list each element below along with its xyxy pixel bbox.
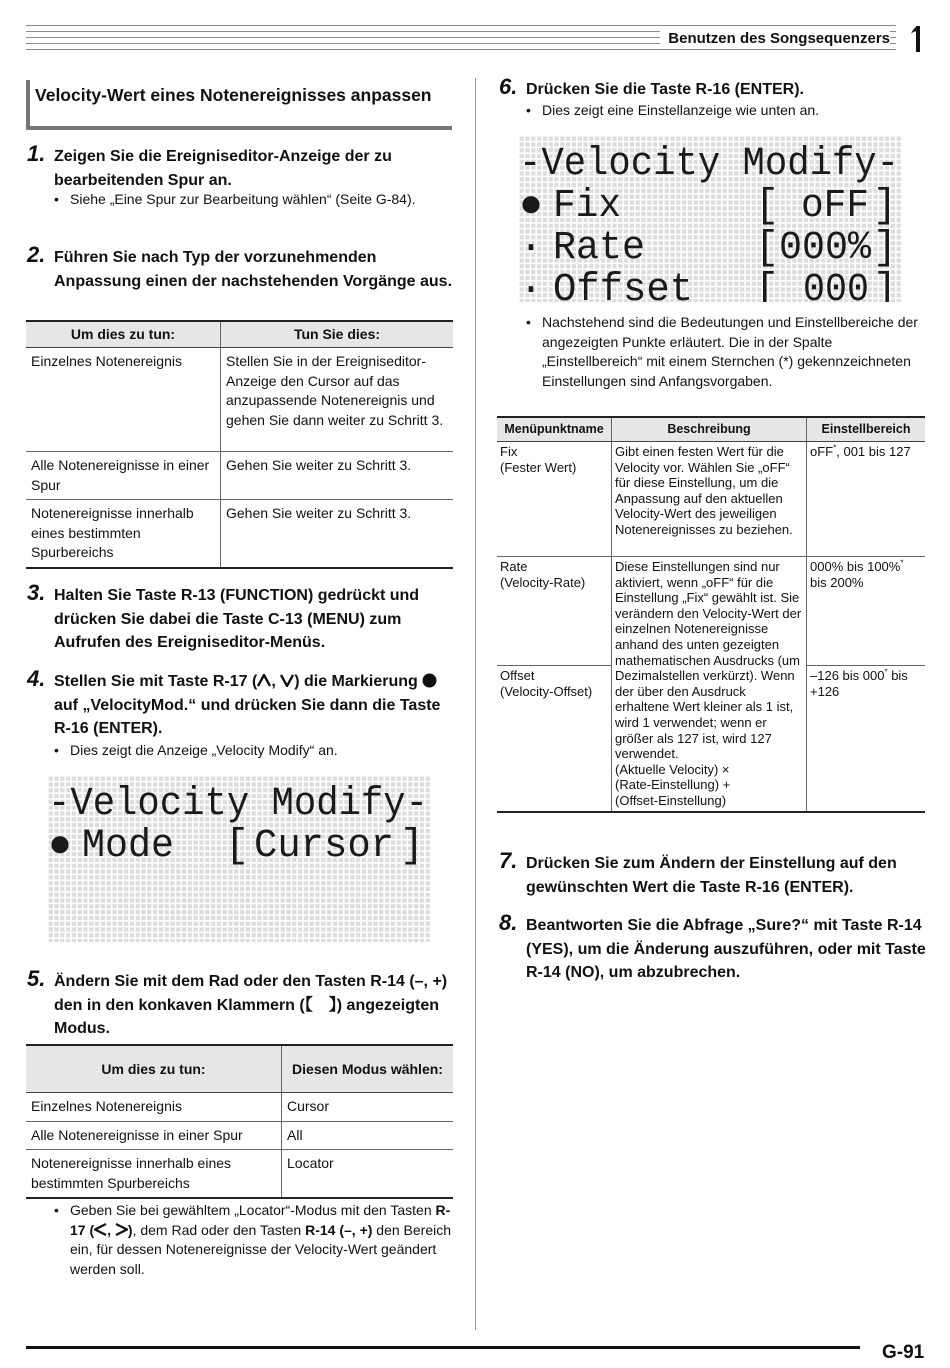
step-text: Halten Sie Taste R-13 (FUNCTION) gedrückt und drücken Sie dabei die Taste C-13 (MENU) zum Aufrufen des Ereigniseditor-Menüs. [54,587,420,651]
range-text: oFF [810,444,834,459]
item-subname: (Velocity-Offset) [500,683,593,699]
table-cell [497,557,612,666]
step-number: 7. [499,848,518,873]
step-text: Stellen Sie mit Taste R-17 ( [54,673,258,690]
step-6-explanation: • Nachstehend sind die Bedeutungen und Einstellbereiche der angezeigten Punkte erläutert. Die in der Spalte „Einstellbereich“ mit einem Sternchen (*) gekennzeichneten Einstellungen sind Anfangsvorgaben. [526,313,926,391]
step-number: 5. [27,966,46,991]
table-cell [497,666,612,812]
table-cell: Cursor [282,1093,454,1122]
table-cell [807,557,926,666]
lcd-bracket-right: ] [873,226,898,271]
table-cell: Gehen Sie weiter zu Schritt 3. [221,500,454,568]
step-number: 4. [27,666,46,691]
table-row [497,442,925,557]
note-text: , dem Rad oder den Tasten [132,1221,306,1238]
music-note-icon [902,24,922,54]
right-arrow-icon [115,1223,128,1236]
lcd-bracket-right: ] [873,184,898,229]
key-label: R-14 (–, +) [305,1221,373,1238]
lcd-label: Mode [82,824,174,869]
mode-table [26,1044,453,1199]
step-text: Zeigen Sie die Ereigniseditor-Anzeige der zu bearbeitenden Spur an. [54,148,392,189]
table-cell: Einzelnes Notenereignis [26,1093,282,1122]
filled-circle-icon [422,673,437,688]
range-text: bis +126 [810,668,908,699]
step-7 [499,848,929,899]
step-8 [499,910,929,985]
lcd-line: -Velocity Modify- [48,782,428,827]
step-text: Drücken Sie zum Ändern der Einstellung auf den gewünschten Wert die Taste R-16 (ENTER). [526,855,897,896]
formula-line: (Rate-Einstellung) + [615,777,731,793]
lcd-marker: ● [48,824,73,869]
step-5 [27,966,457,1041]
item-name: Offset [500,668,535,683]
step-text: ) die Markierung [294,673,423,690]
lcd-display-mode [48,776,430,942]
lcd-label: Rate [553,226,645,271]
lcd-marker: · [519,268,544,302]
step-4: 4. Stellen Sie mit Taste R-17 ( , ) die Markierung auf „VelocityMod.“ und drücken Sie dann die Taste R-16 (ENTER). [27,666,441,737]
lcd-bracket-left: [ [755,184,780,229]
lcd-value: Cursor [254,824,394,869]
lcd-display-settings [519,136,901,302]
lcd-line: -Velocity Modify- [519,142,899,187]
key-label: R-17 ( [70,1202,451,1238]
table-cell [497,442,612,557]
table-cell: Einzelnes Notenereignis [26,348,221,452]
left-arrow-icon [94,1223,107,1236]
step-4-note: • Dies zeigt die Anzeige „Velocity Modify“ an. [54,741,444,761]
formula-line: (Aktuelle Velocity) × [615,761,730,777]
lcd-value: oFF [801,184,869,229]
range-text: , 001 bis 127 [836,444,911,459]
running-header: Benutzen des Songsequenzers [660,30,890,47]
table-header: Tun Sie dies: [221,321,454,348]
default-mark: * [900,558,904,568]
range-text: –126 bis 000 [810,668,885,683]
settings-table [497,416,925,813]
step-text: Ändern Sie mit dem Rad oder den Tasten R-14 (–, +) den in den konkaven Klammern ( [54,973,448,1014]
lcd-dot-matrix [48,776,430,942]
table-header: Diesen Modus wählen: [282,1045,454,1093]
lcd-dot-matrix [519,136,901,302]
table-header: Beschreibung [612,417,807,442]
table-header: Menüpunktname [497,417,612,442]
default-mark: * [833,443,837,453]
table-cell: Alle Notenereignisse in einer Spur [26,1121,282,1150]
table-row [26,452,453,500]
step-text: Beantworten Sie die Abfrage „Sure?“ mit Taste R-14 (YES), um die Änderung auszuführen, oder mit Taste R-14 (NO), um abzubrechen. [526,917,926,981]
table-header: Um dies zu tun: [26,321,221,348]
table-cell [807,666,926,812]
table-cell: Stellen Sie in der Ereigniseditor-Anzeige den Cursor auf das anzupassende Notenereignis und gehen Sie dann weiter zu Schritt 3. [221,348,454,452]
key-label: ) [127,1221,133,1238]
table-row [26,500,453,568]
step-text: Drücken Sie die Taste R-16 (ENTER). [526,81,804,98]
action-table [26,320,453,569]
lcd-label: Offset [553,268,693,302]
lcd-value: 000% [779,226,872,271]
step-1-note: • Siehe „Eine Spur zur Bearbeitung wählen“ (Seite G-84). [54,190,424,210]
lcd-value: 000 [803,268,869,302]
table-cell: Alle Notenereignisse in einer Spur [26,452,221,500]
table-row [26,1150,453,1199]
formula-line: (Offset-Einstellung) [615,792,727,808]
lcd-bracket-left: [ [755,268,780,302]
step-6 [499,74,929,102]
desc-text: Diese Einstellungen sind nur aktiviert, wenn „oFF“ für die Einstellung „Fix“ gewählt ist. Sie verändern den Velocity-Wert der einzelnen Notenereignisse anhand des unten gezeigten mathematischen Ausdrucks (um Dezimalstellen verkürzt). Wenn der über den Ausdruck erhaltene Wert kleiner als 1 ist, wird 1 verwendet; wenn er größer als 127 ist, wird 127 verwendet. [615,559,802,762]
table-cell: Gibt einen festen Wert für die Velocity vor. Wählen Sie „oFF“ für diese Einstellung, um die Anpassung auf den aktuellen Velocity-Wert des jeweiligen Notenereignisses zu beziehen. [612,442,807,557]
step-text: Führen Sie nach Typ der vorzunehmenden Anpassung einen der nachstehenden Vorgänge aus. [54,249,453,290]
range-text: bis 200% [810,574,864,590]
step-2 [27,242,457,293]
step-5-note: • Geben Sie bei gewähltem „Locator“-Modus mit den Tasten R-17 ( , ), dem Rad oder den Tasten R-14 (–, +) den Bereich ein, für dessen Notenereignisse der Velocity-Wert geändert werden soll. [54,1201,452,1279]
table-row [26,1121,453,1150]
concave-bracket-right-icon: 】 [328,996,337,1014]
table-cell: Notenereignisse innerhalb eines bestimmten Spurbereichs [26,500,221,568]
table-row [497,557,925,666]
table-cell: Notenereignisse innerhalb eines bestimmten Spurbereichs [26,1150,282,1199]
lcd-bracket-right: ] [873,268,898,302]
section-title: Velocity-Wert eines Notenereignisses anpassen [26,80,452,130]
item-subname: (Velocity-Rate) [500,574,586,590]
step-6-note: • Dies zeigt eine Einstellanzeige wie unten an. [526,101,916,121]
step-number: 1. [27,141,46,166]
step-number: 2. [27,242,46,267]
step-number: 6. [499,74,518,99]
note-text: Geben Sie bei gewähltem „Locator“-Modus mit den Tasten [70,1202,436,1218]
up-arrow-icon [257,674,271,687]
lcd-label: Fix [553,184,621,229]
footer-rule [26,1346,860,1349]
step-number: 8. [499,910,518,935]
table-header: Um dies zu tun: [26,1045,282,1093]
step-text: auf „VelocityMod.“ und drücken Sie dann die Taste R-16 (ENTER). [54,696,441,737]
down-arrow-icon [280,674,294,687]
step-number: 3. [27,580,46,605]
lcd-bracket-right: ] [400,824,425,869]
step-text: ) angezeigten Modus. [54,996,439,1037]
page-number: G-91 [882,1342,925,1363]
lcd-marker: · [519,226,544,271]
column-divider [475,78,476,1330]
lcd-marker: ● [519,184,544,229]
default-mark: * [884,667,888,677]
table-cell: All [282,1121,454,1150]
step-3 [27,580,457,655]
item-subname: (Fester Wert) [500,459,577,475]
note-text: den Bereich ein, für dessen Notenereignisse der Velocity-Wert geändert werden soll. [70,1221,452,1277]
range-text: 000% bis 100% [810,559,901,574]
item-name: Rate [500,559,528,574]
concave-bracket-left-icon: 【 [304,996,313,1014]
table-row [26,348,453,452]
table-cell [807,442,926,557]
lcd-bracket-left: [ [755,226,780,271]
table-header: Einstellbereich [807,417,926,442]
table-cell: Locator [282,1150,454,1199]
lcd-bracket-left: [ [225,824,250,869]
table-cell: Gehen Sie weiter zu Schritt 3. [221,452,454,500]
item-name: Fix [500,444,518,459]
table-row [26,1093,453,1122]
table-cell [612,557,807,812]
step-1 [27,141,457,192]
